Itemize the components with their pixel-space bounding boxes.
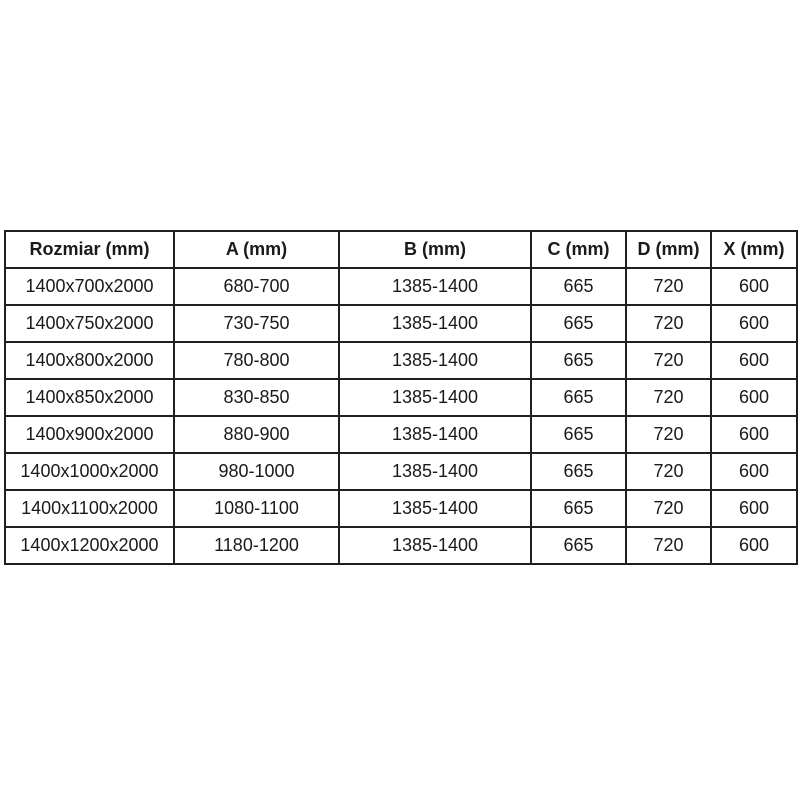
table-cell: 600 [711, 342, 797, 379]
table-cell: 1400x1100x2000 [5, 490, 174, 527]
table-cell: 980-1000 [174, 453, 339, 490]
table-cell: 1385-1400 [339, 453, 531, 490]
table-cell: 1180-1200 [174, 527, 339, 564]
table-cell: 1385-1400 [339, 379, 531, 416]
column-header: C (mm) [531, 231, 626, 268]
table-cell: 720 [626, 416, 711, 453]
table-cell: 600 [711, 416, 797, 453]
table-row [5, 527, 797, 564]
header-row [5, 231, 797, 268]
spec-table-header [5, 231, 797, 268]
table-cell: 1385-1400 [339, 342, 531, 379]
table-cell: 665 [531, 490, 626, 527]
table-cell: 720 [626, 453, 711, 490]
table-row [5, 305, 797, 342]
table-cell: 680-700 [174, 268, 339, 305]
table-cell: 880-900 [174, 416, 339, 453]
table-row [5, 268, 797, 305]
table-cell: 665 [531, 305, 626, 342]
table-cell: 720 [626, 342, 711, 379]
table-cell: 1400x1000x2000 [5, 453, 174, 490]
table-cell: 720 [626, 268, 711, 305]
table-cell: 600 [711, 268, 797, 305]
table-cell: 1385-1400 [339, 527, 531, 564]
table-cell: 1080-1100 [174, 490, 339, 527]
table-cell: 1400x700x2000 [5, 268, 174, 305]
table-cell: 665 [531, 342, 626, 379]
table-cell: 780-800 [174, 342, 339, 379]
table-cell: 1400x800x2000 [5, 342, 174, 379]
table-cell: 720 [626, 527, 711, 564]
column-header: A (mm) [174, 231, 339, 268]
column-header: X (mm) [711, 231, 797, 268]
table-cell: 600 [711, 527, 797, 564]
table-cell: 1385-1400 [339, 416, 531, 453]
table-cell: 665 [531, 527, 626, 564]
table-cell: 720 [626, 490, 711, 527]
table-cell: 665 [531, 453, 626, 490]
table-row [5, 453, 797, 490]
column-header: B (mm) [339, 231, 531, 268]
column-header: Rozmiar (mm) [5, 231, 174, 268]
table-cell: 1400x750x2000 [5, 305, 174, 342]
table-cell: 665 [531, 379, 626, 416]
table-cell: 720 [626, 305, 711, 342]
table-row [5, 416, 797, 453]
table-cell: 720 [626, 379, 711, 416]
table-row [5, 379, 797, 416]
table-cell: 665 [531, 268, 626, 305]
table-cell: 730-750 [174, 305, 339, 342]
table-cell: 600 [711, 379, 797, 416]
table-cell: 1400x850x2000 [5, 379, 174, 416]
spec-table-body [5, 268, 797, 564]
table-cell: 830-850 [174, 379, 339, 416]
table-cell: 600 [711, 453, 797, 490]
table-cell: 1385-1400 [339, 305, 531, 342]
column-header: D (mm) [626, 231, 711, 268]
table-cell: 1400x1200x2000 [5, 527, 174, 564]
table-cell: 600 [711, 490, 797, 527]
table-cell: 1385-1400 [339, 490, 531, 527]
table-cell: 1385-1400 [339, 268, 531, 305]
table-cell: 1400x900x2000 [5, 416, 174, 453]
spec-table [4, 230, 798, 565]
table-row [5, 490, 797, 527]
table-cell: 600 [711, 305, 797, 342]
table-cell: 665 [531, 416, 626, 453]
table-row [5, 342, 797, 379]
